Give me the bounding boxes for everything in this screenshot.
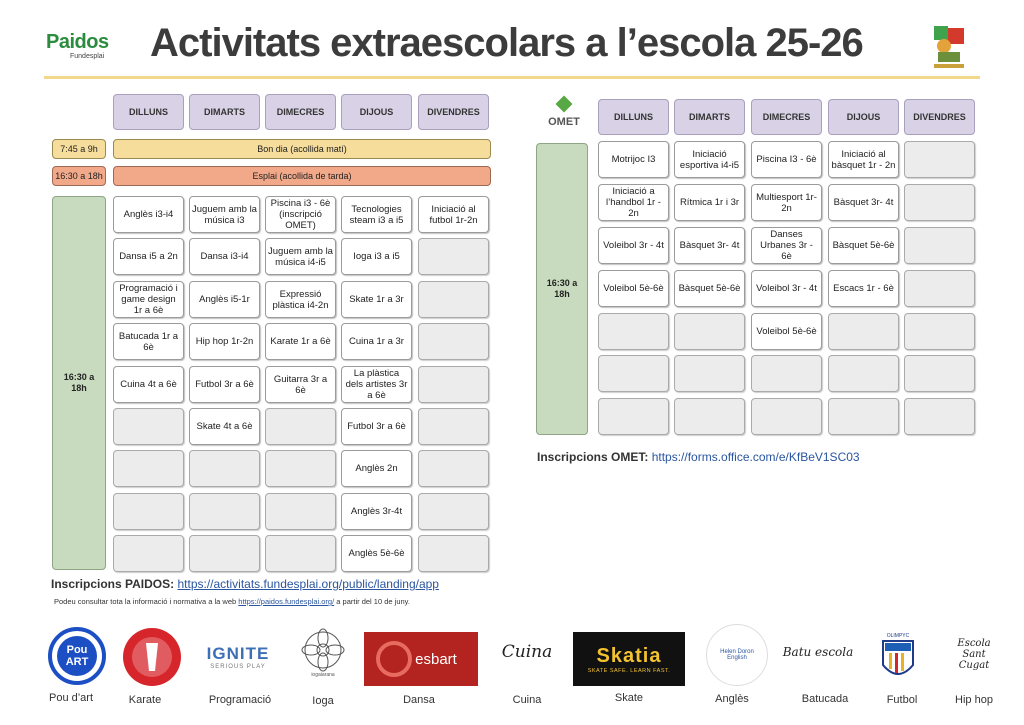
olimpyc-logo-text: OLIMPYC <box>886 633 910 639</box>
paidos-empty-cell <box>189 493 260 530</box>
omet-logo <box>540 98 588 132</box>
omet-empty-cell <box>598 398 669 435</box>
pou-dart-logo-text: Pou ART <box>65 644 89 668</box>
paidos-activity-cell[interactable]: Anglès i3-i4 <box>113 196 184 233</box>
paidos-inscriptions-link[interactable]: https://activitats.fundesplai.org/public/landing/app <box>177 577 439 591</box>
omet-activity-cell[interactable]: Iniciació a l’handbol 1r - 2n <box>598 184 669 221</box>
caption-hip-hop: Hip hop <box>955 694 993 706</box>
school-logo-icon <box>928 22 974 72</box>
page-title: Activitats extraescolars a l’escola 25-26 <box>150 21 863 65</box>
caption-skate: Skate <box>614 692 644 704</box>
caption-angles: Anglès <box>715 693 749 705</box>
paidos-empty-cell <box>418 535 489 572</box>
caption-programacio: Programació <box>208 694 272 706</box>
omet-activity-cell[interactable]: Voleibol 5è-6è <box>598 270 669 307</box>
skatia-logo-text: Skatia <box>596 644 662 667</box>
helen-doron-logo <box>706 624 768 686</box>
omet-empty-cell <box>828 355 899 392</box>
omet-empty-cell <box>598 313 669 350</box>
omet-activity-cell[interactable]: Iniciació esportiva i4-i5 <box>674 141 745 178</box>
paidos-day-dimarts: DIMARTS <box>189 94 260 130</box>
caption-dansa: Dansa <box>403 694 435 706</box>
omet-empty-cell <box>674 398 745 435</box>
omet-empty-cell <box>598 355 669 392</box>
paidos-logo-text: Paidos <box>46 31 109 53</box>
omet-empty-cell <box>904 398 975 435</box>
omet-empty-cell <box>674 355 745 392</box>
omet-activity-cell[interactable]: Piscina I3 - 6è <box>751 141 822 178</box>
paidos-empty-cell <box>113 408 184 445</box>
omet-activity-cell[interactable]: Voleibol 3r - 4t <box>751 270 822 307</box>
omet-activity-cell[interactable]: Bàsquet 3r- 4t <box>828 184 899 221</box>
omet-day-dimarts: DIMARTS <box>674 99 745 135</box>
paidos-activity-cell[interactable]: Expressió plàstica i4-2n <box>265 281 336 318</box>
batu-escola-logo-text: Batu escola <box>782 645 854 659</box>
omet-day-divendres: DIVENDRES <box>904 99 975 135</box>
mandala-icon <box>301 628 345 672</box>
paidos-inscriptions-label: Inscripcions PAIDOS: <box>51 577 175 591</box>
olimpyc-logo <box>876 628 920 688</box>
paidos-activity-cell[interactable]: La plàstica dels artistes 3r a 6è <box>341 366 412 403</box>
cuina-logo-text: Cuina <box>501 642 553 662</box>
paidos-activity-cell[interactable]: Ioga i3 a i5 <box>341 238 412 275</box>
paidos-activity-cell[interactable]: Dansa i3-i4 <box>189 238 260 275</box>
paidos-activity-cell[interactable]: Anglès 5è-6è <box>341 535 412 572</box>
omet-activity-cell[interactable]: Voleibol 3r - 4t <box>598 227 669 264</box>
esbart-logo-text: esbart <box>415 650 457 668</box>
karate-logo <box>122 627 182 687</box>
ignite-logo-text: IGNITE <box>206 644 270 663</box>
afternoon-time: 16:30 a 18h <box>52 166 106 186</box>
omet-empty-cell <box>904 141 975 178</box>
paidos-activity-cell[interactable]: Juguem amb la música i4-i5 <box>265 238 336 275</box>
skatia-logo <box>573 632 685 686</box>
paidos-empty-cell <box>265 493 336 530</box>
paidos-empty-cell <box>265 450 336 487</box>
caption-batucada: Batucada <box>801 693 849 705</box>
omet-slot-time: 16:30 a 18h <box>536 143 588 435</box>
paidos-day-divendres: DIVENDRES <box>418 94 489 130</box>
ignite-logo-sub: SERIOUS PLAY <box>210 664 266 670</box>
omet-inscriptions-link[interactable]: https://forms.office.com/e/KfBeV1SC03 <box>651 450 860 464</box>
paidos-activity-cell[interactable]: Piscina i3 - 6è (inscripció OMET) <box>265 196 336 233</box>
paidos-activity-cell[interactable]: Skate 4t a 6è <box>189 408 260 445</box>
paidos-activity-cell[interactable]: Dansa i5 a 2n <box>113 238 184 275</box>
paidos-activity-cell[interactable]: Cuina 1r a 3r <box>341 323 412 360</box>
header-divider <box>44 76 980 79</box>
omet-diamond-icon <box>556 96 573 113</box>
paidos-empty-cell <box>113 535 184 572</box>
paidos-empty-cell <box>265 408 336 445</box>
paidos-empty-cell <box>113 450 184 487</box>
paidos-activity-cell[interactable]: Iniciació al futbol 1r-2n <box>418 196 489 233</box>
omet-activity-cell[interactable]: Escacs 1r - 6è <box>828 270 899 307</box>
paidos-activity-cell[interactable]: Programació i game design 1r a 6è <box>113 281 184 318</box>
morning-time: 7:45 a 9h <box>52 139 106 159</box>
paidos-empty-cell <box>418 323 489 360</box>
omet-activity-cell[interactable]: Bàsquet 3r- 4t <box>674 227 745 264</box>
paidos-activity-cell[interactable]: Karate 1r a 6è <box>265 323 336 360</box>
omet-empty-cell <box>904 227 975 264</box>
paidos-activity-cell[interactable]: Anglès 2n <box>341 450 412 487</box>
omet-inscriptions-label: Inscripcions OMET: <box>537 450 649 464</box>
paidos-inscriptions <box>51 577 439 591</box>
paidos-empty-cell <box>113 493 184 530</box>
paidos-empty-cell <box>418 450 489 487</box>
omet-empty-cell <box>828 398 899 435</box>
omet-empty-cell <box>904 355 975 392</box>
omet-logo-text: OMET <box>548 116 580 128</box>
paidos-day-dijous: DIJOUS <box>341 94 412 130</box>
omet-activity-cell[interactable]: Bàsquet 5è-6è <box>674 270 745 307</box>
paidos-activity-cell[interactable]: Futbol 3r a 6è <box>341 408 412 445</box>
omet-activity-cell[interactable]: Iniciació al bàsquet 1r - 2n <box>828 141 899 178</box>
shield-icon <box>881 639 915 683</box>
paidos-activity-cell[interactable]: Guitarra 3r a 6è <box>265 366 336 403</box>
escola-sant-cugat-logo-text: Escola Sant Cugat <box>957 637 991 671</box>
ignite-logo <box>203 640 273 674</box>
caption-ioga: Ioga <box>312 695 334 707</box>
ioga-logo-text: iogaiarana <box>311 672 335 678</box>
omet-empty-cell <box>674 313 745 350</box>
paidos-empty-cell <box>189 535 260 572</box>
paidos-day-dilluns: DILLUNS <box>113 94 184 130</box>
omet-empty-cell <box>751 355 822 392</box>
paidos-activity-cell[interactable]: Tecnologies steam i3 a i5 <box>341 196 412 233</box>
omet-activity-cell[interactable]: Rítmica 1r i 3r <box>674 184 745 221</box>
paidos-activity-cell[interactable]: Hip hop 1r-2n <box>189 323 260 360</box>
caption-karate: Karate <box>128 694 162 706</box>
escola-sant-cugat-logo <box>946 626 1002 682</box>
esbart-logo <box>364 632 478 686</box>
info-note-tail: a partir del 10 de juny. <box>336 597 410 606</box>
paidos-empty-cell <box>265 535 336 572</box>
paidos-logo <box>46 32 116 62</box>
omet-empty-cell <box>904 270 975 307</box>
omet-day-dilluns: DILLUNS <box>598 99 669 135</box>
omet-activity-cell[interactable]: Danses Urbanes 3r - 6è <box>751 227 822 264</box>
paidos-day-dimecres: DIMECRES <box>265 94 336 130</box>
omet-empty-cell <box>828 313 899 350</box>
omet-activity-cell[interactable]: Voleibol 5è-6è <box>751 313 822 350</box>
batu-escola-logo <box>782 630 854 674</box>
paidos-empty-cell <box>418 366 489 403</box>
paidos-empty-cell <box>418 493 489 530</box>
paidos-empty-cell <box>418 238 489 275</box>
paidos-activity-cell[interactable]: Cuina 4t a 6è <box>113 366 184 403</box>
omet-empty-cell <box>751 398 822 435</box>
morning-care-bar: Bon dia (acollida matí) <box>113 139 491 159</box>
omet-empty-cell <box>904 184 975 221</box>
paidos-slot-time: 16:30 a 18h <box>52 196 106 570</box>
info-note-link[interactable]: https://paidos.fundesplai.org/ <box>238 597 335 606</box>
caption-pou-dart: Pou d’art <box>48 692 94 704</box>
paidos-activity-cell[interactable]: Skate 1r a 3r <box>341 281 412 318</box>
omet-day-dijous: DIJOUS <box>828 99 899 135</box>
cuina-logo <box>498 630 556 674</box>
paidos-activity-cell[interactable]: Anglès 3r-4t <box>341 493 412 530</box>
info-note-text: Podeu consultar tota la informació i normativa a la web <box>54 597 237 606</box>
afternoon-care-bar: Esplai (acollida de tarda) <box>113 166 491 186</box>
paidos-activity-cell[interactable]: Batucada 1r a 6è <box>113 323 184 360</box>
caption-futbol: Futbol <box>886 694 918 706</box>
skatia-logo-sub: SKATE SAFE. LEARN FAST. <box>587 667 671 674</box>
omet-activity-cell[interactable]: Bàsquet 5è-6è <box>828 227 899 264</box>
omet-empty-cell <box>904 313 975 350</box>
omet-inscriptions <box>537 450 860 464</box>
paidos-empty-cell <box>418 281 489 318</box>
omet-activity-cell[interactable]: Motrijoc I3 <box>598 141 669 178</box>
paidos-empty-cell <box>418 408 489 445</box>
caption-cuina: Cuina <box>512 694 542 706</box>
omet-day-dimecres: DIMECRES <box>751 99 822 135</box>
pou-dart-logo <box>48 627 106 685</box>
paidos-activity-cell[interactable]: Anglès i5-1r <box>189 281 260 318</box>
info-note <box>54 597 410 606</box>
ioga-logo <box>296 624 350 682</box>
paidos-activity-cell[interactable]: Futbol 3r a 6è <box>189 366 260 403</box>
paidos-logo-sub: Fundesplai <box>70 53 105 60</box>
helen-doron-logo-text: Helen Doron English <box>720 649 754 661</box>
paidos-activity-cell[interactable]: Juguem amb la música i3 <box>189 196 260 233</box>
omet-activity-cell[interactable]: Multiesport 1r-2n <box>751 184 822 221</box>
paidos-empty-cell <box>189 450 260 487</box>
